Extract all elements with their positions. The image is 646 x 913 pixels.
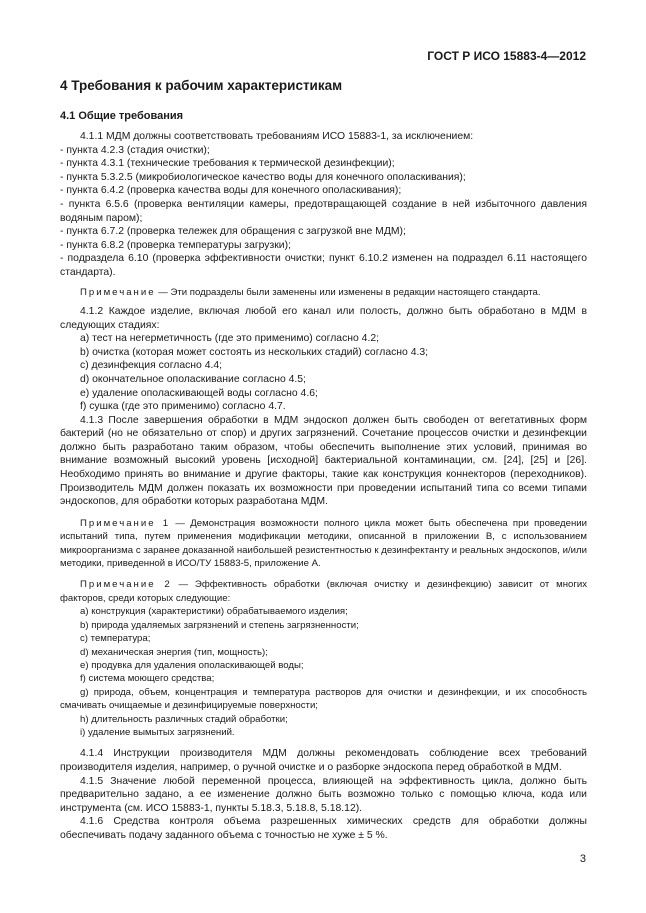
exception-item: - пункта 6.7.2 (проверка тележек для обращения с загрузкой вне МДМ); [60, 226, 406, 238]
content [60, 78, 587, 843]
clause-4-1-3-text: 4.1.3 После завершения обработки в МДМ эндоскоп должен быть свободен от вегетативных форм бактерий (но не обязательно от спор) и других загрязнений. Сочетание процессов очистки и дезинфекции должно быть разработано таким образом, чтобы обеспечить выполнение этих условий, принимая во внимание возможный высокий уровень [исходной] бактериальной контаминации, см. [24], [25] и [26]. Необходимо принять во внимание и другие факторы, такие как конструкция коннекторов (переходников). Производитель МДМ должен показать их возможности при проведении испытаний типа со всеми типами эндоскопов, для обработки которых разработана МДМ. [60, 414, 587, 508]
note-text: — Демонстрация возможности полного цикла может быть обеспечена при проведении испытаний типа, путем применения модификации методики, описанной в приложении В, с использованием микроорганизма с заранее доказанной наибольшей резистентностью к дезинфектанту и реальных эндоскопов, и/или методики, приведенной в ИСО/ТУ 15883-5, приложение А. [60, 517, 587, 570]
exception-item: - пункта 6.8.2 (проверка температуры загрузки); [60, 239, 291, 251]
factor-item: g) природа, объем, концентрация и температура растворов для очистки и дезинфекции, и их способность смачивать очищаемые и дезинфицируемые поверхности; [60, 686, 587, 712]
exception-item: - подраздела 6.10 (проверка эффективности очистки; пункт 6.10.2 изменен на подраздел 6.11 настоящего стандарта). [60, 253, 587, 278]
factor-item: f) система моющего средства; [80, 673, 215, 685]
exception-item: - пункта 5.3.2.5 (микробиологическое качество воды для конечного ополаскивания); [60, 171, 466, 183]
note-label: Примечание 2 [80, 579, 172, 591]
factor-item: h) длительность различных стадий обработки; [80, 713, 288, 725]
factor-item: i) удаление вымытых загрязнений. [80, 726, 235, 738]
clause-4-1-1-intro: 4.1.1 МДМ должны соответствовать требованиям ИСО 15883-1, за исключением: [80, 131, 474, 142]
note-2 [60, 578, 587, 605]
stage-item: b) очистка (которая может состоять из нескольких стадий) согласно 4.3; [80, 346, 429, 358]
exception-item: - пункта 6.4.2 (проверка качества воды для конечного ополаскивания); [60, 185, 402, 197]
note-label: Примечание [80, 286, 156, 298]
note-4-1-1 [60, 286, 587, 299]
exception-item: - пункта 6.5.6 (проверка вентиляции камеры, предотвращающей создание в ней избыточного давления водяным паром); [60, 198, 587, 224]
clause-4-1-5: 4.1.5 Значение любой переменной процесса, влияющей на эффективность цикла, должно быть предварительно задано, а ее изменение должно быть возможно только с помощью ключа, кода или инструмента (см. ИСО 15883-1, пункты 5.18.3, 5.18.8, 5.18.12). [60, 775, 587, 814]
exception-item: - пункта 4.3.1 (технические требования к термической дезинфекции); [60, 158, 395, 170]
stage-item: f) сушка (где это применимо) согласно 4.7. [80, 401, 286, 413]
stage-item: c) дезинфекция согласно 4.4; [80, 360, 223, 372]
note-1 [60, 517, 587, 571]
factor-item: c) температура; [80, 633, 151, 645]
factor-item: b) природа удаляемых загрязнений и степень загрязненности; [80, 619, 359, 631]
note-text: — Эффективность обработки (включая очистку и дезинфекцию) зависит от многих факторов, среди которых следующие: [60, 579, 587, 604]
subsection-title: 4.1 Общие требования [60, 110, 184, 122]
clause-4-1-3 [60, 414, 587, 740]
stage-item: e) удаление ополаскивающей воды согласно 4.6; [80, 387, 318, 399]
clause-4-1-4: 4.1.4 Инструкции производителя МДМ должны рекомендовать соблюдение всех требований производителя изделия, например, о ручной очистке и о разборке эндоскопа перед обработкой в МДМ. [60, 748, 587, 773]
stage-item: a) тест на негерметичность (где это применимо) согласно 4.2; [80, 333, 380, 345]
standard-code: ГОСТ Р ИСО 15883-4—2012 [427, 49, 586, 63]
factor-item: d) механическая энергия (тип, мощность); [80, 646, 268, 658]
exception-item: - пункта 4.2.3 (стадия очистки); [60, 144, 210, 156]
stage-item: d) окончательное ополаскивание согласно 4.5; [80, 373, 306, 385]
factor-item: a) конструкция (характеристики) обрабатываемого изделия; [80, 606, 348, 618]
clause-4-1-1 [60, 130, 587, 299]
page-number: 3 [579, 853, 586, 865]
note-text: — Эти подразделы были заменены или изменены в редакции настоящего стандарта. [155, 286, 541, 298]
factor-item: e) продувка для удаления ополаскивающей воды; [80, 659, 304, 671]
note-label: Примечание 1 [80, 517, 171, 529]
section-title: 4 Требования к рабочим характеристикам [60, 78, 343, 93]
clause-4-1-2-intro: 4.1.2 Каждое изделие, включая любой его канал или полость, должно быть обработано в МДМ в следующих стадиях: [60, 305, 587, 331]
clause-4-1-2 [60, 305, 587, 414]
clause-4-1-6: 4.1.6 Средства контроля объема разрешенных химических средств для обработки должны обеспечивать подачу заданного объема с точностью не хуже ± 5 %. [60, 816, 587, 841]
